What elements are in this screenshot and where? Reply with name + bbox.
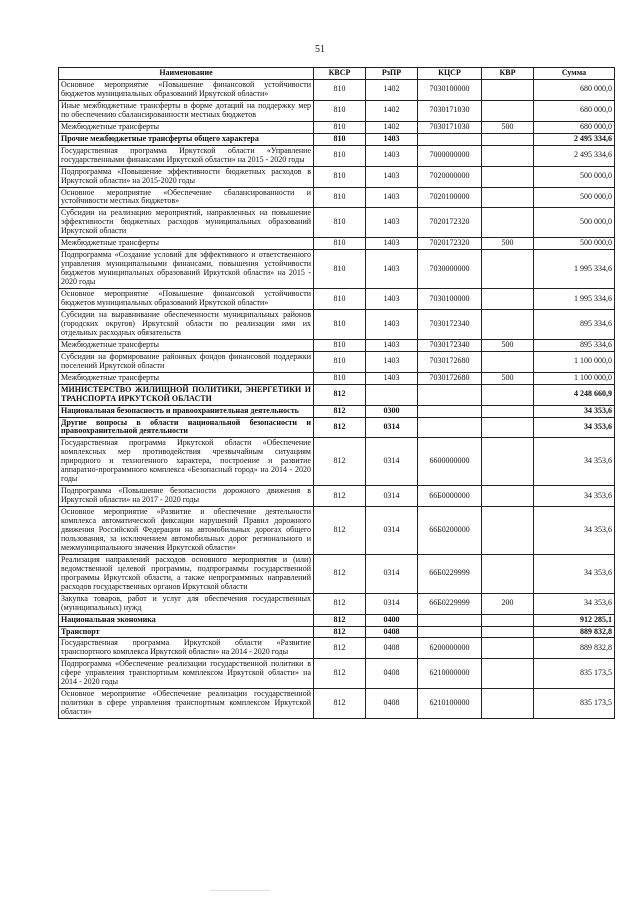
cell-kvr [482,554,534,593]
cell-kcsr: 7020172320 [418,208,482,238]
cell-rzpr: 0408 [366,638,418,659]
table-row [59,187,615,208]
cell-kvsr: 810 [314,121,366,133]
cell-name: Подпрограмма «Повышение эффективности бюджетных расходов в Иркутской области» на 2015-2020 годы [59,166,314,187]
cell-sum: 895 334,6 [534,309,615,339]
cell-kvsr: 812 [314,486,366,507]
cell-kvsr: 812 [314,659,366,689]
cell-kvsr: 812 [314,507,366,555]
cell-kcsr [418,133,482,145]
cell-name: Основное мероприятие «Повышение финансовой устойчивости бюджетов муниципальных образований Иркутской области» [59,289,314,310]
cell-kvr [482,659,534,689]
cell-kvsr: 812 [314,384,366,405]
header-kvsr: КВСР [314,68,366,80]
cell-sum: 889 832,8 [534,638,615,659]
cell-kvsr: 810 [314,145,366,166]
budget-table [58,67,615,719]
cell-kcsr [418,614,482,626]
cell-sum: 680 000,0 [534,80,615,101]
cell-rzpr: 1402 [366,121,418,133]
cell-kvr [482,289,534,310]
table-row [59,238,615,250]
cell-rzpr: 1403 [366,187,418,208]
cell-rzpr: 1402 [366,100,418,121]
cell-name: Государственная программа Иркутской области «Обеспечение комплексных мер противодействия чрезвычайным ситуациям природного и техногенного характера, построение и развитие аппаратно-программного комплекса «Безопасный город» на 2014 - 2020 годы [59,438,314,486]
cell-kvsr: 810 [314,187,366,208]
cell-rzpr: 0314 [366,486,418,507]
cell-name: Государственная программа Иркутской области «Развитие транспортного комплекса Иркутской области» на 2014 - 2020 годы [59,638,314,659]
table-row [59,121,615,133]
cell-name: Межбюджетные трансферты [59,238,314,250]
cell-name: Межбюджетные трансферты [59,372,314,384]
cell-sum: 34 353,6 [534,507,615,555]
cell-sum: 835 173,5 [534,689,615,719]
cell-rzpr: 1403 [366,351,418,372]
cell-kvr [482,405,534,417]
cell-name: Подпрограмма «Повышение безопасности дорожного движения в Иркутской области» на 2017 - 2020 годы [59,486,314,507]
cell-kvr [482,438,534,486]
cell-sum: 500 000,0 [534,238,615,250]
table-row [59,626,615,638]
cell-sum: 34 353,6 [534,417,615,438]
cell-kcsr [418,384,482,405]
cell-rzpr: 0400 [366,614,418,626]
table-row [59,659,615,689]
cell-kvr: 500 [482,372,534,384]
cell-kvr [482,638,534,659]
cell-kvsr: 810 [314,238,366,250]
table-row [59,351,615,372]
table-header-row [59,68,615,80]
cell-kcsr: 66Б0229999 [418,554,482,593]
cell-kcsr [418,626,482,638]
cell-rzpr [366,384,418,405]
table-row [59,145,615,166]
cell-kcsr [418,417,482,438]
cell-rzpr: 0314 [366,593,418,614]
cell-sum: 34 353,6 [534,554,615,593]
cell-kcsr: 66Б0229999 [418,593,482,614]
cell-rzpr: 1403 [366,289,418,310]
cell-kcsr: 66Б0000000 [418,486,482,507]
cell-name: Субсидии на выравнивание обеспеченности муниципальных районов (городских округов) Иркутской области по реализации ими их отдельных расходных обязательств [59,309,314,339]
cell-name: Реализация направлений расходов основного мероприятия и (или) ведомственной целевой программы, подпрограммы государственной программы Иркутской области, а также непрограммных направлений расходов государственных органов Иркутской области [59,554,314,593]
cell-name: Субсидии на реализацию мероприятий, направленных на повышение эффективности бюджетных расходов муниципальных образований Иркутской области [59,208,314,238]
table-row [59,405,615,417]
cell-kvr [482,166,534,187]
cell-kvr [482,614,534,626]
cell-sum: 4 248 660,9 [534,384,615,405]
cell-sum: 1 100 000,0 [534,372,615,384]
cell-kcsr: 7030000000 [418,250,482,289]
header-name: Наименование [59,68,314,80]
cell-kcsr: 7030171030 [418,100,482,121]
header-kcsr: КЦСР [418,68,482,80]
cell-kvr [482,250,534,289]
cell-sum: 680 000,0 [534,121,615,133]
cell-rzpr: 0300 [366,405,418,417]
cell-kcsr: 7020172320 [418,238,482,250]
cell-rzpr: 1403 [366,166,418,187]
cell-rzpr: 1403 [366,250,418,289]
cell-sum: 500 000,0 [534,187,615,208]
cell-rzpr: 1403 [366,339,418,351]
table-row [59,689,615,719]
cell-name: МИНИСТЕРСТВО ЖИЛИЩНОЙ ПОЛИТИКИ, ЭНЕРГЕТИКИ И ТРАНСПОРТА ИРКУТСКОЙ ОБЛАСТИ [59,384,314,405]
cell-kvr [482,486,534,507]
cell-kvr [482,384,534,405]
cell-kcsr [418,405,482,417]
cell-rzpr: 1403 [366,208,418,238]
cell-rzpr: 1403 [366,133,418,145]
cell-kcsr: 6210100000 [418,689,482,719]
cell-name: Государственная программа Иркутской области «Управление государственными финансами Иркутской области» на 2015 - 2020 годы [59,145,314,166]
cell-kcsr: 66Б0200000 [418,507,482,555]
cell-kvr: 500 [482,121,534,133]
cell-kvr [482,626,534,638]
cell-sum: 680 000,0 [534,100,615,121]
cell-kvsr: 810 [314,372,366,384]
cell-sum: 1 100 000,0 [534,351,615,372]
cell-name: Основное мероприятие «Обеспечение реализации государственной политики в сфере управления транспортным комплексом Иркутской области» [59,689,314,719]
cell-kvr [482,100,534,121]
cell-rzpr: 1403 [366,309,418,339]
cell-kvsr: 810 [314,208,366,238]
cell-kvr: 200 [482,593,534,614]
cell-rzpr: 1403 [366,372,418,384]
cell-name: Транспорт [59,626,314,638]
table-body [59,80,615,719]
cell-kvsr: 812 [314,689,366,719]
cell-sum: 500 000,0 [534,166,615,187]
cell-kvsr: 812 [314,614,366,626]
cell-kcsr: 7030100000 [418,80,482,101]
table-row [59,384,615,405]
cell-name: Межбюджетные трансферты [59,339,314,351]
table-row [59,638,615,659]
cell-sum: 889 832,8 [534,626,615,638]
cell-kvsr: 810 [314,250,366,289]
cell-kvr [482,208,534,238]
table-row [59,438,615,486]
cell-name: Другие вопросы в области национальной безопасности и правоохранительной деятельности [59,417,314,438]
cell-rzpr: 0314 [366,438,418,486]
cell-kcsr: 6200000000 [418,638,482,659]
cell-name: Прочие межбюджетные трансферты общего характера [59,133,314,145]
cell-name: Национальная безопасность и правоохранительная деятельность [59,405,314,417]
cell-kcsr: 7030172340 [418,339,482,351]
cell-kvsr: 810 [314,339,366,351]
cell-kvsr: 810 [314,100,366,121]
cell-rzpr: 0314 [366,417,418,438]
cell-kcsr: 6600000000 [418,438,482,486]
cell-name: Основное мероприятие «Обеспечение сбалансированности и устойчивости местных бюджетов» [59,187,314,208]
cell-sum: 500 000,0 [534,208,615,238]
cell-kcsr: 7030172680 [418,372,482,384]
cell-kvr [482,417,534,438]
cell-kcsr: 7030172680 [418,351,482,372]
cell-name: Иные межбюджетные трансферты в форме дотаций на поддержку мер по обеспечению сбалансированности местных бюджетов [59,100,314,121]
table-row [59,486,615,507]
cell-kvsr: 812 [314,626,366,638]
cell-rzpr: 1403 [366,238,418,250]
cell-kvsr: 810 [314,351,366,372]
cell-kvr: 500 [482,339,534,351]
header-rzpr: РзПР [366,68,418,80]
table-row [59,289,615,310]
cell-kcsr: 7000000000 [418,145,482,166]
table-row [59,614,615,626]
table-row [59,100,615,121]
cell-sum: 34 353,6 [534,486,615,507]
cell-rzpr: 0314 [366,554,418,593]
cell-rzpr: 0408 [366,689,418,719]
cell-name: Закупка товаров, работ и услуг для обеспечения государственных (муниципальных) нужд [59,593,314,614]
cell-name: Подпрограмма «Обеспечение реализации государственной политики в сфере управления транспортным комплексом Иркутской области» на 2014 - 2020 годы [59,659,314,689]
cell-kvsr: 810 [314,80,366,101]
cell-kcsr: 7020100000 [418,187,482,208]
cell-kcsr: 7030100000 [418,289,482,310]
cell-rzpr: 1402 [366,80,418,101]
cell-kvsr: 812 [314,638,366,659]
cell-name: Межбюджетные трансферты [59,121,314,133]
cell-sum: 34 353,6 [534,438,615,486]
table-row [59,593,615,614]
cell-sum: 34 353,6 [534,593,615,614]
cell-kvr [482,351,534,372]
cell-rzpr: 0408 [366,626,418,638]
cell-name: Национальная экономика [59,614,314,626]
table-row [59,166,615,187]
table-row [59,372,615,384]
cell-sum: 912 285,1 [534,614,615,626]
cell-kvsr: 810 [314,289,366,310]
cell-sum: 1 995 334,6 [534,250,615,289]
cell-name: Основное мероприятие «Развитие и обеспечение деятельности комплекса автоматической фиксации нарушений Правил дорожного движения Российской Федерации на автомобильных дорогах общего пользования, за исключением автомобильных дорог регионального и межмуниципального значения Иркутской области» [59,507,314,555]
cell-sum: 34 353,6 [534,405,615,417]
cell-name: Подпрограмма «Создание условий для эффективного и ответственного управления муниципальными финансами, повышения устойчивости бюджетов муниципальных образований Иркутской области» на 2015 - 2020 годы [59,250,314,289]
cell-kvsr: 812 [314,417,366,438]
cell-kcsr: 7020000000 [418,166,482,187]
table-row [59,339,615,351]
cell-kvsr: 810 [314,309,366,339]
table-row [59,208,615,238]
cell-kvr [482,309,534,339]
table-row [59,309,615,339]
scan-artifact [210,890,270,891]
table-row [59,417,615,438]
cell-kvr [482,133,534,145]
cell-kvr [482,689,534,719]
cell-rzpr: 1403 [366,145,418,166]
table-row [59,80,615,101]
cell-kvsr: 812 [314,405,366,417]
header-kvr: КВР [482,68,534,80]
table-row [59,133,615,145]
cell-kvr [482,187,534,208]
cell-kvr: 500 [482,238,534,250]
cell-name: Основное мероприятие «Повышение финансовой устойчивости бюджетов муниципальных образований Иркутской области» [59,80,314,101]
table-row [59,250,615,289]
cell-kvr [482,507,534,555]
cell-kvsr: 812 [314,438,366,486]
cell-rzpr: 0314 [366,507,418,555]
cell-sum: 2 495 334,6 [534,145,615,166]
table-row [59,507,615,555]
cell-name: Субсидии на формирование районных фондов финансовой поддержки поселений Иркутской области [59,351,314,372]
cell-kvsr: 810 [314,166,366,187]
cell-kvr [482,145,534,166]
cell-kvsr: 812 [314,593,366,614]
table-row [59,554,615,593]
cell-kcsr: 7030171030 [418,121,482,133]
page-number: 51 [315,44,325,55]
cell-kvsr: 810 [314,133,366,145]
cell-sum: 2 495 334,6 [534,133,615,145]
cell-sum: 1 995 334,6 [534,289,615,310]
cell-rzpr: 0408 [366,659,418,689]
cell-sum: 895 334,6 [534,339,615,351]
cell-kvsr: 812 [314,554,366,593]
header-sum: Сумма [534,68,615,80]
cell-kvr [482,80,534,101]
cell-kcsr: 7030172340 [418,309,482,339]
cell-sum: 835 173,5 [534,659,615,689]
cell-kcsr: 6210000000 [418,659,482,689]
